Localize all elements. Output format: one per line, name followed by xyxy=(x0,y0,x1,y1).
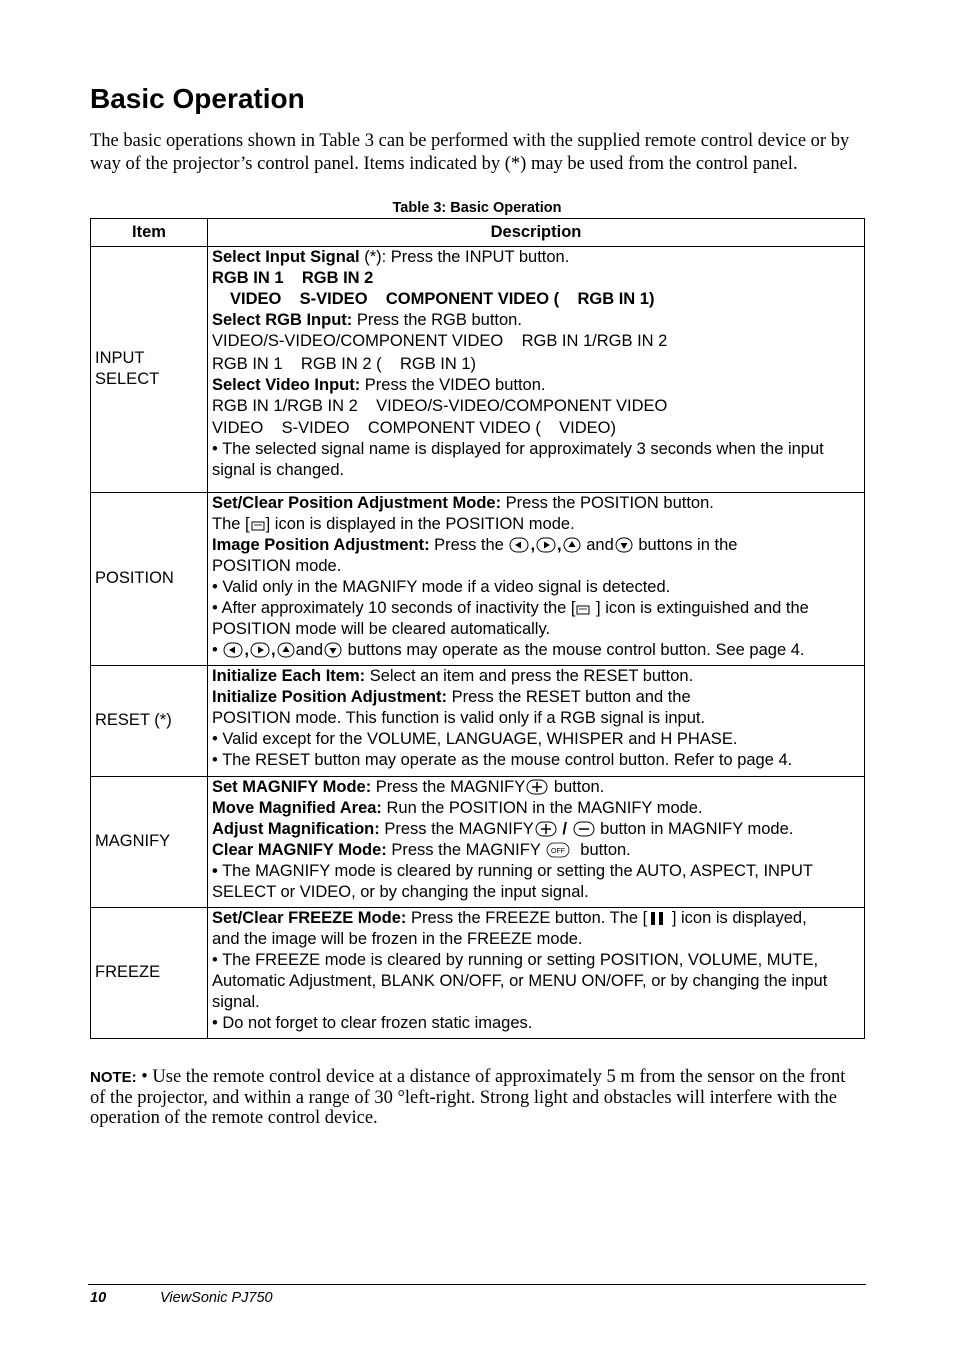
term: Clear MAGNIFY Mode: xyxy=(212,841,387,859)
text: Run the POSITION in the MAGNIFY mode. xyxy=(381,799,703,817)
note-label: NOTE: xyxy=(90,1069,137,1086)
text: Press the RESET button and the xyxy=(446,688,691,706)
term: Select Video Input: xyxy=(212,376,361,394)
text: (*): Press the INPUT button. xyxy=(359,248,570,266)
text: Press the MAGNIFY xyxy=(379,820,534,838)
description-cell xyxy=(208,666,865,777)
text: ] icon is displayed, xyxy=(667,909,807,927)
down-arrow-button-icon xyxy=(615,537,633,553)
down-arrow-button-icon xyxy=(324,642,342,658)
bullet: • xyxy=(212,641,218,659)
position-mode-icon xyxy=(576,604,590,616)
bullet-note: • The selected signal name is displayed for approximately 3 seconds when the input signal is changed. xyxy=(212,440,824,479)
text: Press the MAGNIFY xyxy=(371,778,526,796)
item-label: RESET (*) xyxy=(95,710,172,729)
header-description: Description xyxy=(208,219,865,247)
text: ] icon is displayed in the POSITION mode. xyxy=(265,515,575,533)
page-number: 10 xyxy=(90,1290,107,1306)
footer-divider xyxy=(88,1284,866,1285)
table-row-input-select xyxy=(91,247,865,493)
page-footer xyxy=(90,1290,273,1306)
item-label: FREEZE xyxy=(95,962,161,981)
table-caption: Table 3: Basic Operation xyxy=(392,200,562,216)
item-label: INPUT xyxy=(95,348,145,367)
text: Press the FREEZE button. The [ xyxy=(406,909,648,927)
text: and the image will be frozen in the FREEZE mode. xyxy=(212,930,583,948)
bullet: • xyxy=(212,862,218,880)
page-title: Basic Operation xyxy=(90,83,305,114)
table-row-reset xyxy=(91,666,865,777)
note-paragraph xyxy=(90,1067,865,1128)
table-row-freeze xyxy=(91,908,865,1039)
off-label: OFF xyxy=(551,848,566,855)
bullet-note: • The RESET button may operate as the mouse control button. Refer to page 4. xyxy=(212,751,793,769)
item-cell xyxy=(91,493,208,666)
item-label: POSITION xyxy=(95,568,174,587)
text: Press the MAGNIFY xyxy=(386,841,541,859)
term: Set MAGNIFY Mode: xyxy=(212,778,372,796)
right-arrow-button-icon xyxy=(250,642,270,658)
item-cell xyxy=(91,666,208,777)
pause-icon xyxy=(648,910,666,926)
text: Press the RGB button. xyxy=(352,311,522,329)
product-name: ViewSonic PJ750 xyxy=(160,1290,273,1306)
text: POSITION mode. This function is valid only if a RGB signal is input. xyxy=(212,709,706,727)
term: Set/Clear FREEZE Mode: xyxy=(212,909,407,927)
magnify-minus-button-icon xyxy=(573,821,595,837)
term: Initialize Position Adjustment: xyxy=(212,688,447,706)
text: and xyxy=(581,536,614,554)
item-label: SELECT xyxy=(95,369,160,388)
table-row-position xyxy=(91,493,865,666)
text: Select an item and press the RESET button. xyxy=(365,667,694,685)
bullet-note: • Do not forget to clear frozen static images. xyxy=(212,1014,533,1032)
bullet-note: • Valid only in the MAGNIFY mode if a video signal is detected. xyxy=(212,578,671,596)
intro-paragraph: The basic operations shown in Table 3 can be performed with the supplied remote control device or by way of the projector’s control panel. Items indicated by (*) may be used from the control panel. xyxy=(90,131,850,174)
text: button. xyxy=(571,841,631,859)
table-header-row xyxy=(91,219,865,247)
text: POSITION mode will be cleared automatically. xyxy=(212,620,551,638)
text: button in MAGNIFY mode. xyxy=(595,820,794,838)
sequence-line: VIDEO S-VIDEO COMPONENT VIDEO ( RGB IN 1) xyxy=(230,290,655,308)
description-cell xyxy=(208,777,865,908)
sequence-line: VIDEO S-VIDEO COMPONENT VIDEO ( VIDEO) xyxy=(212,419,617,437)
text: buttons may operate as the mouse control button. See page 4. xyxy=(343,641,805,659)
description-cell xyxy=(208,908,865,1039)
description-cell xyxy=(208,247,865,493)
sequence-line: RGB IN 1 RGB IN 2 ( RGB IN 1) xyxy=(212,355,477,373)
text: ] icon is extinguished and the xyxy=(591,599,809,617)
position-mode-icon xyxy=(251,520,265,532)
text: The [ xyxy=(212,515,250,533)
sequence-line: RGB IN 1/RGB IN 2 VIDEO/S-VIDEO/COMPONENT VIDEO xyxy=(212,397,668,415)
sequence-line: VIDEO/S-VIDEO/COMPONENT VIDEO RGB IN 1/RGB IN 2 xyxy=(212,332,668,350)
item-cell xyxy=(91,247,208,493)
text: and xyxy=(295,641,324,659)
term: Select Input Signal xyxy=(212,248,360,266)
item-cell xyxy=(91,908,208,1039)
item-cell xyxy=(91,777,208,908)
text: Press the xyxy=(429,536,509,554)
term: Adjust Magnification: xyxy=(212,820,380,838)
text: • After approximately 10 seconds of inactivity the [ xyxy=(212,599,576,617)
left-arrow-button-icon xyxy=(223,642,243,658)
text: POSITION mode. xyxy=(212,557,342,575)
up-arrow-button-icon xyxy=(277,642,295,658)
magnify-plus-button-icon xyxy=(526,779,548,795)
text: button. xyxy=(549,778,605,796)
bullet-note: • The FREEZE mode is cleared by running or setting POSITION, VOLUME, MUTE, Automatic Adjustment, BLANK ON/OFF, or MENU ON/OFF, or by changing the input signal. xyxy=(212,951,828,1011)
text: Press the VIDEO button. xyxy=(360,376,546,394)
bullet-note: • Valid except for the VOLUME, LANGUAGE, WHISPER and H PHASE. xyxy=(212,730,738,748)
magnify-plus-button-icon xyxy=(535,821,557,837)
slash: / xyxy=(562,820,567,838)
right-arrow-button-icon xyxy=(536,537,556,553)
text: buttons in the xyxy=(633,536,738,554)
up-arrow-button-icon xyxy=(563,537,581,553)
sequence-line: RGB IN 1 RGB IN 2 xyxy=(212,269,374,287)
basic-operation-table xyxy=(90,218,865,1039)
term: Image Position Adjustment: xyxy=(212,536,430,554)
description-cell: Set/Clear Position Adjustment Mode: Press the POSITION button. The [ ] icon is displayed in the POSITION mode. Image Position Adjustment: Press the , , and buttons in the POSITION mode. • Valid only in the MAGNIFY mode if a video signal is detected. • After approximately 10 seconds of inactivity the [ ] icon is extinguished and the POSITION mode will be cleared automatically. • , , and buttons may operate as the mouse control button. See page 4. xyxy=(208,493,865,666)
text: Press the POSITION button. xyxy=(501,494,714,512)
left-arrow-button-icon xyxy=(509,537,529,553)
term: Set/Clear Position Adjustment Mode: xyxy=(212,494,502,512)
note-text: • Use the remote control device at a distance of approximately 5 m from the sensor on the front of the projector, and within a range of 30 °left-right. Strong light and obstacles will interfere with the operation of the remote control device. xyxy=(90,1067,846,1128)
term: Move Magnified Area: xyxy=(212,799,382,817)
bullet-note: The MAGNIFY mode is cleared by running or setting the AUTO, ASPECT, INPUT SELECT or VIDEO, or by changing the input signal. xyxy=(212,862,813,901)
header-item: Item xyxy=(91,219,208,247)
term: Initialize Each Item: xyxy=(212,667,366,685)
table-row-magnify xyxy=(91,777,865,908)
term: Select RGB Input: xyxy=(212,311,353,329)
magnify-off-button-icon xyxy=(546,842,570,858)
item-label: MAGNIFY xyxy=(95,831,171,850)
